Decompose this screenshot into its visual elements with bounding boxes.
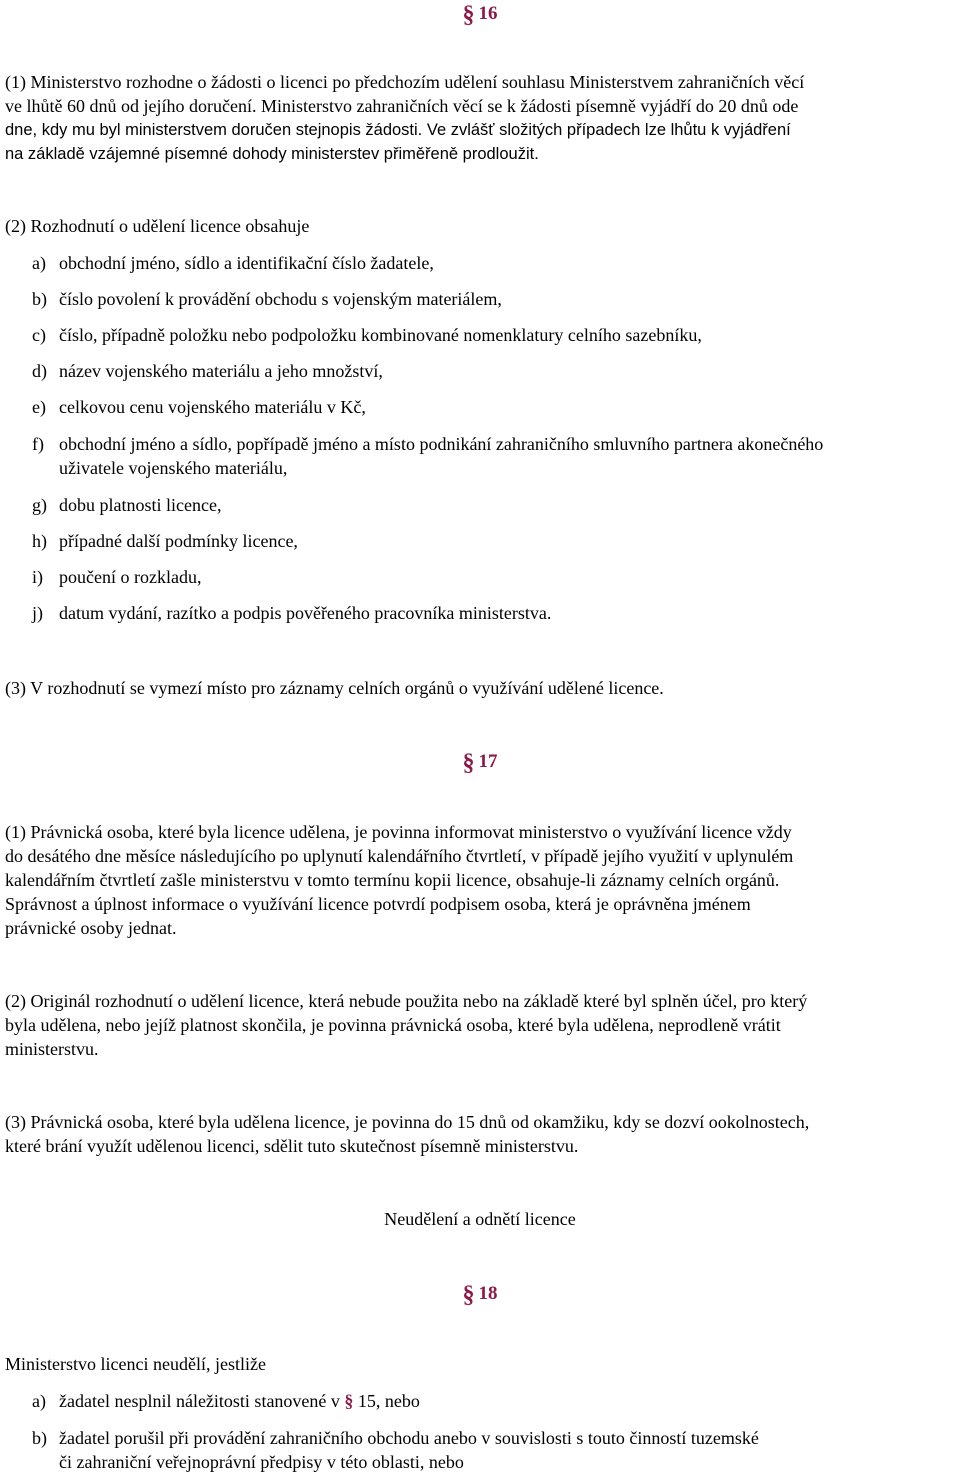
list-item-g: g) dobu platnosti licence, bbox=[32, 495, 222, 515]
list-item-h: h) případné další podmínky licence, bbox=[32, 531, 298, 551]
list-item-e: e) celkovou cenu vojenského materiálu v Kč, bbox=[32, 397, 366, 417]
section-18-heading bbox=[0, 1280, 960, 1306]
list-item-b: b) číslo povolení k provádění obchodu s vojenským materiálem, bbox=[32, 289, 502, 309]
section-ref-symbol: § bbox=[344, 1391, 354, 1411]
section-symbol: § bbox=[462, 1282, 475, 1308]
section-17-heading bbox=[0, 748, 960, 774]
text-line: na základě vzájemné písemné dohody ministerstev přiměřeně prodloužit. bbox=[5, 145, 539, 163]
s17-paragraph-1 bbox=[5, 820, 957, 940]
s18-intro: Ministerstvo licenci neudělí, jestliže bbox=[5, 1354, 266, 1374]
text-line: (1) Právnická osoba, které byla licence udělena, je povinna informovat ministerstvo o využívání licence vždy bbox=[5, 822, 792, 842]
text-line: ve lhůtě 60 dnů od jejího doručení. Ministerstvo zahraničních věcí se k žádosti písemně vyjádří do 20 dnů ode bbox=[5, 96, 799, 116]
text-line: do desátého dne měsíce následujícího po uplynutí kalendářního čtvrtletí, v případě jejího využití v uplynulém bbox=[5, 846, 794, 866]
text-line: (3) Právnická osoba, které byla udělena licence, je povinna do 15 dnů od okamžiku, kdy se dozví ookolnostech, bbox=[5, 1112, 810, 1132]
chapter-heading: Neudělení a odnětí licence bbox=[384, 1209, 576, 1229]
s16-paragraph-3: (3) V rozhodnutí se vymezí místo pro záznamy celních orgánů o využívání udělené licence. bbox=[5, 678, 664, 698]
text-line: (2) Originál rozhodnutí o udělení licence, která nebude použita nebo na základě které byl splněn účel, pro který bbox=[5, 991, 808, 1011]
text-line: Správnost a úplnost informace o využívání licence potvrdí podpisem osoba, která je oprávněna jménem bbox=[5, 894, 751, 914]
text-line: dne, kdy mu byl ministerstvem doručen stejnopis žádosti. Ve zvlášť složitých případech lze lhůtu k vyjádření bbox=[5, 121, 791, 139]
section-16-heading bbox=[0, 0, 960, 26]
list-item-c: c) číslo, případně položku nebo podpoložku kombinované nomenklatury celního sazebníku, bbox=[32, 325, 702, 345]
s17-paragraph-3 bbox=[5, 1110, 957, 1158]
s16-paragraph-2-intro: (2) Rozhodnutí o udělení licence obsahuje bbox=[5, 216, 310, 236]
list-item-f: f) obchodní jméno a sídlo, popřípadě jméno a místo podnikání zahraničního smluvního partnera akonečného uživatele vojenského materiálu, bbox=[32, 434, 824, 478]
list-item-i: i) poučení o rozkladu, bbox=[32, 567, 202, 587]
list-item-a: a) obchodní jméno, sídlo a identifikační číslo žadatele, bbox=[32, 253, 434, 273]
text-line: kalendářním čtvrtletí zašle ministerstvu v tomto termínu kopii licence, obsahuje-li záznamy celních orgánů. bbox=[5, 870, 780, 890]
list-item-j: j) datum vydání, razítko a podpis pověřeného pracovníka ministerstva. bbox=[32, 603, 552, 623]
s16-paragraph-1 bbox=[5, 70, 957, 166]
text-line: byla udělena, nebo jejíž platnost skončila, je povinna právnická osoba, které byla udělena, neprodleně vrátit bbox=[5, 1015, 781, 1035]
section-number: 18 bbox=[478, 1283, 498, 1304]
text-line: ministerstvu. bbox=[5, 1039, 99, 1059]
section-number: 17 bbox=[478, 751, 498, 772]
s18-list-item-b: b) žadatel porušil při provádění zahraničního obchodu anebo v souvislosti s touto činností tuzemské či zahraniční veřejnoprávní předpisy v této oblasti, nebo bbox=[32, 1428, 759, 1472]
text-line: které brání využít udělenou licenci, sdělit tuto skutečnost písemně ministerstvu. bbox=[5, 1136, 579, 1156]
list-item-d: d) název vojenského materiálu a jeho množství, bbox=[32, 361, 383, 381]
section-symbol: § bbox=[462, 750, 475, 776]
text-line: (1) Ministerstvo rozhodne o žádosti o licenci po předchozím udělení souhlasu Ministerstvem zahraničních věcí bbox=[5, 72, 805, 92]
s18-list-item-a: a) žadatel nesplnil náležitosti stanovené v § 15, nebo bbox=[32, 1391, 420, 1411]
text-line: právnické osoby jednat. bbox=[5, 918, 177, 938]
section-number: 16 bbox=[478, 3, 498, 24]
section-symbol: § bbox=[462, 2, 475, 28]
s17-paragraph-2 bbox=[5, 989, 957, 1061]
